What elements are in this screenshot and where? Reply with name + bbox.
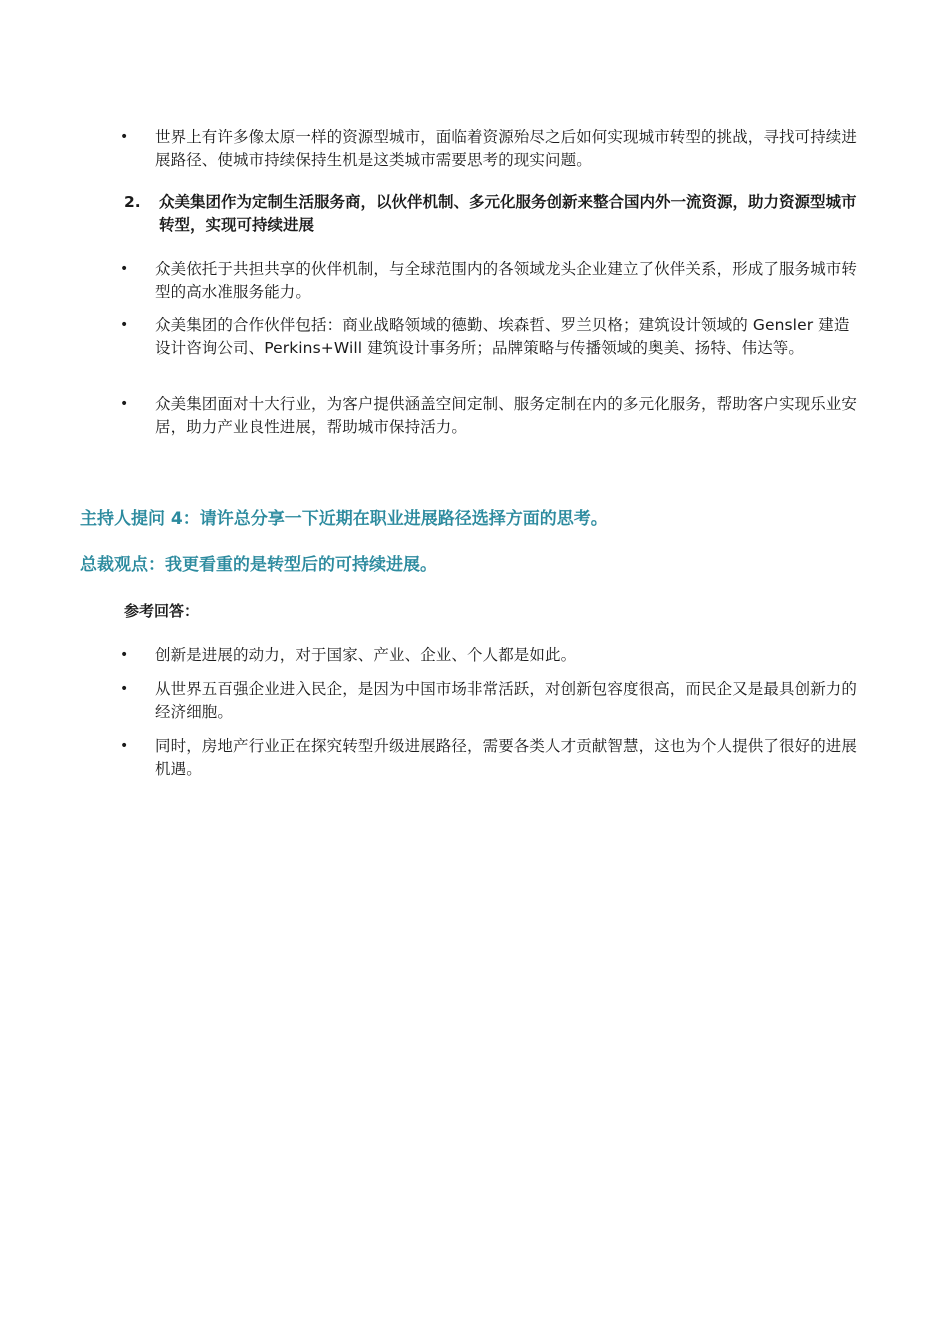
bullet-marker: • bbox=[120, 396, 129, 412]
list-item-text: 众美集团面对十大行业，为客户提供涵盖空间定制、服务定制在内的多元化服务，帮助客户实现乐业安居，助力产业良性进展，帮助城市保持活力。 bbox=[155, 395, 858, 436]
bullet-marker: • bbox=[120, 681, 129, 697]
host-question: 主持人提问 4：请许总分享一下近期在职业进展路径选择方面的思考。 bbox=[80, 509, 608, 529]
section-number: 2. bbox=[124, 193, 141, 211]
bullet-marker: • bbox=[120, 317, 129, 333]
section-heading bbox=[124, 191, 864, 237]
list-item bbox=[120, 644, 860, 667]
list-item bbox=[120, 314, 860, 360]
list-item-text: 世界上有许多像太原一样的资源型城市，面临着资源殆尽之后如何实现城市转型的挑战，寻找可持续进展路径、使城市持续保持生机是这类城市需要思考的现实问题。 bbox=[155, 128, 858, 169]
list-item-text: 众美依托于共担共享的伙伴机制，与全球范围内的各领域龙头企业建立了伙伴关系，形成了服务城市转型的高水准服务能力。 bbox=[155, 260, 858, 301]
list-item bbox=[120, 678, 860, 724]
bullet-marker: • bbox=[120, 261, 129, 277]
bullet-marker: • bbox=[120, 129, 129, 145]
list-item-text: 同时，房地产行业正在探究转型升级进展路径，需要各类人才贡献智慧，这也为个人提供了很好的进展机遇。 bbox=[155, 737, 858, 778]
president-view: 总裁观点：我更看重的是转型后的可持续进展。 bbox=[80, 555, 437, 575]
list-item bbox=[120, 126, 860, 172]
list-item bbox=[120, 393, 860, 439]
list-item bbox=[120, 735, 860, 781]
list-item bbox=[120, 258, 860, 304]
reference-answer-label: 参考回答： bbox=[124, 602, 200, 620]
list-item-text: 众美集团的合作伙伴包括：商业战略领域的德勤、埃森哲、罗兰贝格；建筑设计领域的 Gensler 建造设计咨询公司、Perkins+Will 建筑设计事务所；品牌策略与传播领域的奥美、扬特、伟达等。 bbox=[155, 316, 850, 357]
bullet-marker: • bbox=[120, 738, 129, 754]
list-item-text: 创新是进展的动力，对于国家、产业、企业、个人都是如此。 bbox=[155, 646, 577, 664]
list-item-text: 从世界五百强企业进入民企，是因为中国市场非常活跃，对创新包容度很高，而民企又是最具创新力的经济细胞。 bbox=[155, 680, 858, 721]
bullet-marker: • bbox=[120, 647, 129, 663]
section-heading-text: 众美集团作为定制生活服务商，以伙伴机制、多元化服务创新来整合国内外一流资源，助力资源型城市转型，实现可持续进展 bbox=[159, 193, 857, 234]
